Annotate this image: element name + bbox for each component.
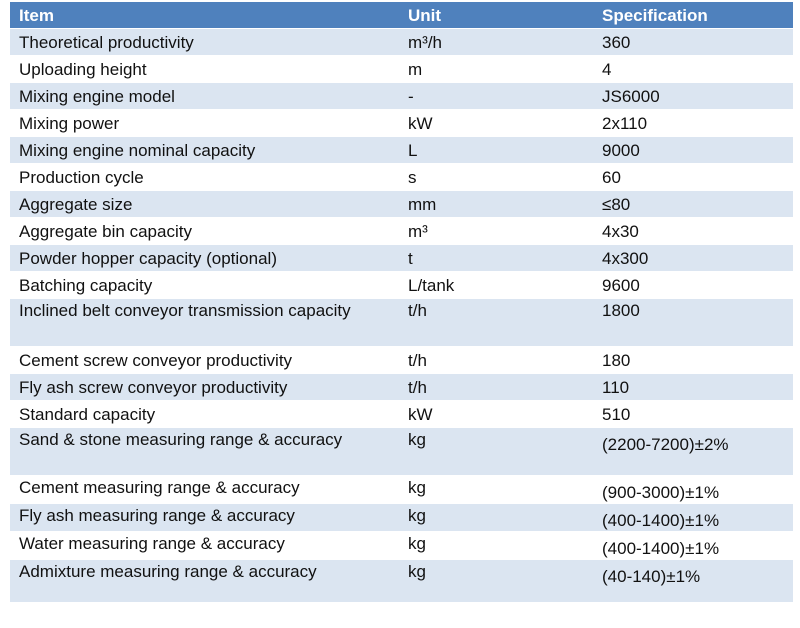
row-unit: kg — [408, 478, 426, 497]
table-row — [10, 374, 793, 401]
row-spec: 510 — [602, 405, 631, 424]
row-spec — [602, 532, 793, 559]
row-item: Uploading height — [19, 60, 147, 79]
row-item: Cement measuring range & accuracy — [19, 478, 300, 497]
row-spec — [602, 560, 793, 602]
row-spec: ≤80 — [602, 195, 631, 214]
row-item: Mixing engine nominal capacity — [19, 141, 256, 160]
row-item: Theoretical productivity — [19, 33, 194, 52]
row-item: Inclined belt conveyor transmission capacity — [19, 301, 351, 320]
table-row — [10, 532, 793, 560]
row-spec: 60 — [602, 168, 621, 187]
table-row — [10, 476, 793, 504]
row-spec: 4x300 — [602, 249, 649, 268]
table-row — [10, 245, 793, 272]
table-row — [10, 299, 793, 347]
row-spec: 360 — [602, 33, 631, 52]
table-header-row — [10, 2, 793, 29]
row-item: Water measuring range & accuracy — [19, 534, 285, 553]
row-spec: 2x110 — [602, 114, 648, 133]
row-unit: t/h — [408, 301, 427, 320]
table-row — [10, 56, 793, 83]
row-unit: L/tank — [408, 276, 455, 295]
row-spec: 9000 — [602, 141, 640, 160]
row-item: Admixture measuring range & accuracy — [19, 562, 317, 581]
row-unit: - — [408, 87, 414, 106]
row-spec: JS6000 — [602, 87, 660, 106]
row-spec: 1800 — [602, 301, 640, 320]
row-item: Cement screw conveyor productivity — [19, 351, 293, 370]
table-row — [10, 272, 793, 299]
table-row — [10, 218, 793, 245]
row-unit: s — [408, 168, 417, 187]
row-spec — [602, 476, 793, 503]
row-unit: t/h — [408, 378, 427, 397]
row-unit: kg — [408, 430, 426, 449]
row-unit: mm — [408, 195, 437, 214]
row-spec-value: (400-1400)±1% — [602, 511, 720, 530]
row-unit: kW — [408, 405, 433, 424]
header-unit: Unit — [408, 6, 442, 25]
table-row — [10, 164, 793, 191]
table-row — [10, 110, 793, 137]
row-spec: 4x30 — [602, 222, 639, 241]
row-spec: 9600 — [602, 276, 640, 295]
row-spec — [602, 428, 793, 475]
table-row — [10, 191, 793, 218]
row-item: Fly ash screw conveyor productivity — [19, 378, 288, 397]
table-row — [10, 560, 793, 603]
header-specification: Specification — [602, 6, 708, 25]
row-unit: t/h — [408, 351, 427, 370]
row-item: Aggregate bin capacity — [19, 222, 192, 241]
specification-table — [10, 2, 793, 603]
row-unit: kg — [408, 534, 426, 553]
row-item: Mixing power — [19, 114, 120, 133]
row-unit: m³ — [408, 222, 428, 241]
table-row — [10, 401, 793, 428]
table-row — [10, 504, 793, 532]
table-row — [10, 29, 793, 56]
row-spec: 4 — [602, 60, 612, 79]
row-unit: m³/h — [408, 33, 442, 52]
row-spec — [602, 504, 793, 531]
row-item: Sand & stone measuring range & accuracy — [19, 430, 343, 449]
table-row — [10, 137, 793, 164]
table-row — [10, 347, 793, 374]
row-unit: kg — [408, 506, 426, 525]
row-spec-value: (40-140)±1% — [602, 567, 701, 586]
row-unit: t — [408, 249, 413, 268]
row-unit: kW — [408, 114, 433, 133]
row-unit: L — [408, 141, 418, 160]
row-spec-value: (400-1400)±1% — [602, 539, 720, 558]
row-item: Mixing engine model — [19, 87, 175, 106]
row-item: Powder hopper capacity (optional) — [19, 249, 277, 268]
table-row — [10, 83, 793, 110]
row-item: Batching capacity — [19, 276, 153, 295]
row-item: Standard capacity — [19, 405, 156, 424]
row-spec: 110 — [602, 378, 630, 397]
row-unit: kg — [408, 562, 426, 581]
row-spec-value: (2200-7200)±2% — [602, 435, 729, 454]
row-item: Fly ash measuring range & accuracy — [19, 506, 295, 525]
row-item: Aggregate size — [19, 195, 133, 214]
row-spec-value: (900-3000)±1% — [602, 483, 720, 502]
header-item: Item — [19, 6, 54, 25]
row-spec: 180 — [602, 351, 631, 370]
table-row — [10, 428, 793, 476]
row-item: Production cycle — [19, 168, 144, 187]
row-unit: m — [408, 60, 423, 79]
